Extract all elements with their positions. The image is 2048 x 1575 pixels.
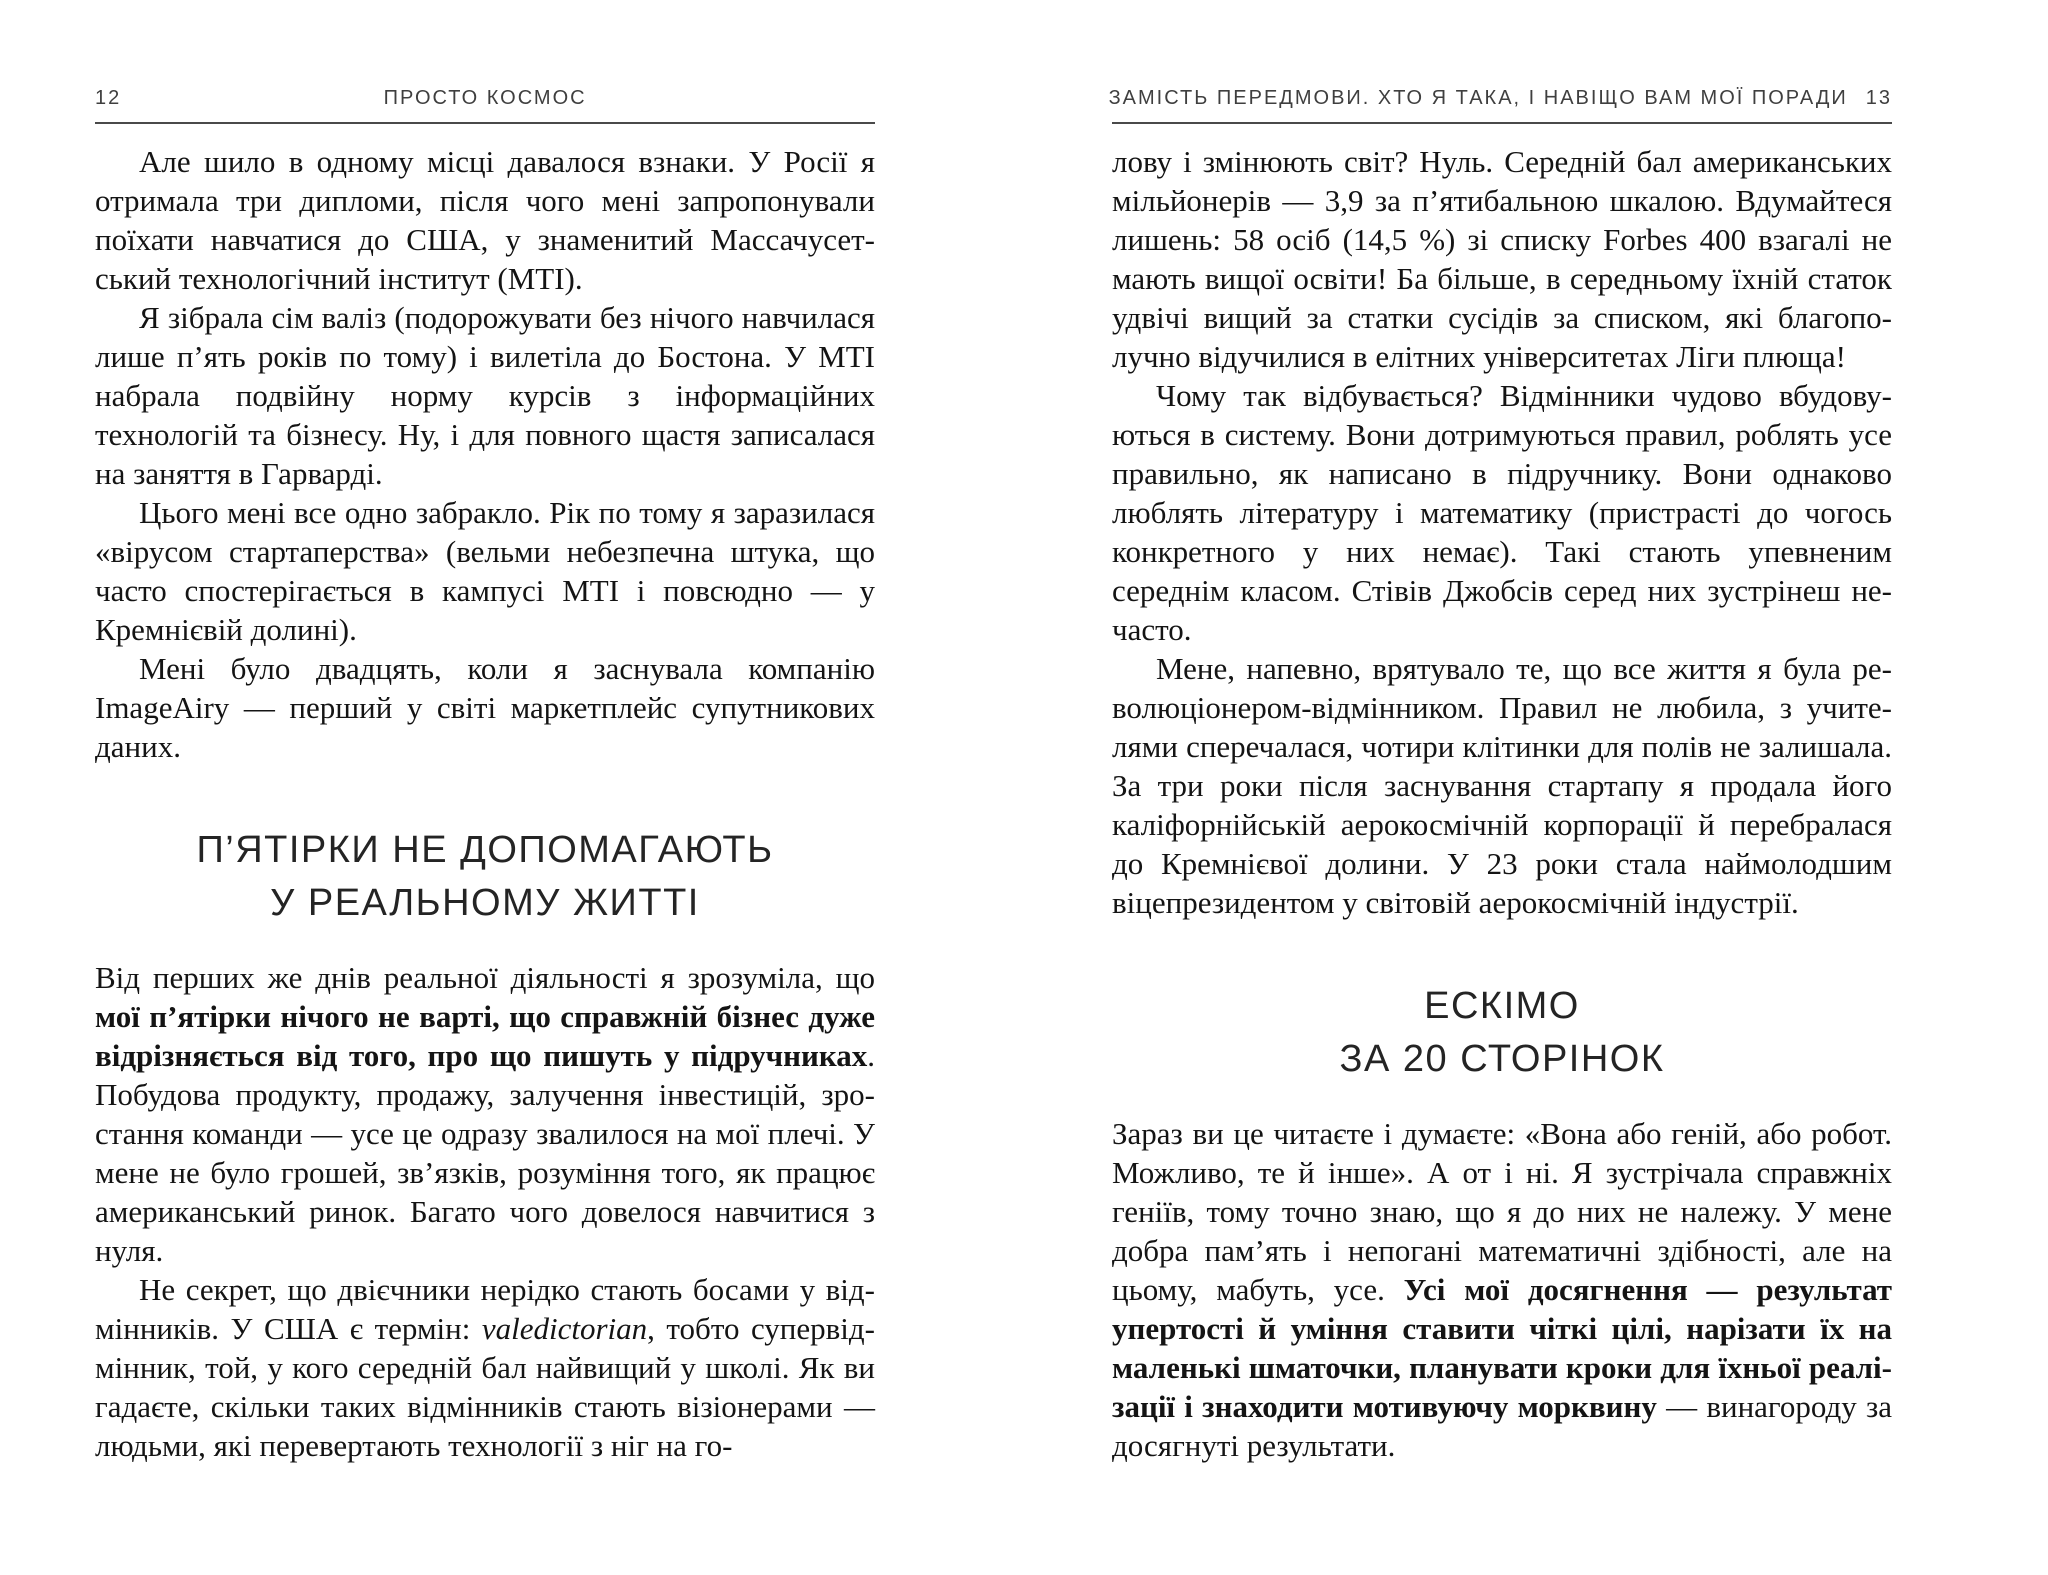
right-page-number: 13 xyxy=(1865,87,1892,109)
left-body-text xyxy=(95,142,875,1465)
left-running-head xyxy=(95,86,875,124)
paragraph: Чому так відбувається? Відмінники чудово вбудовуються в систему. Вони дотримуються правил, роблять усе правильно, як написано в підручнику. Вони однаково люблять літературу і математику (пристрасті до чогось конкретного у них немає). Такі стають упевненим середнім класом. Стівів Джобсів серед них зустрінеш нечасто. xyxy=(1112,378,1892,647)
paragraph: Цього мені все одно забракло. Рік по тому я заразилася «вірусом стартаперства» (вельми небезпечна штука, що часто спостерігається в кампусі МТІ і повсюдно — у Кремнієвій долині). xyxy=(95,495,875,647)
paragraph: Зараз ви це читаєте і думаєте: «Вона або геній, або робот. Можливо, те й інше». А от і ні. Я зустрічала справжніх геніїв, тому точно знаю, що я до них не належу. У мене добра пам’ять і непогані математичні здібності, але на цьому, мабуть, усе. Усі мої досягнення — результат упертості й уміння ставити чіткі цілі, нарізати їх на маленькі шматочки, планувати кроки для їхньої реалізації і знаходити мотивуючу морквину — винагороду за досягнуті результати. xyxy=(1112,1116,1892,1463)
section-heading-fives xyxy=(95,824,875,930)
left-page xyxy=(95,0,875,1575)
paragraph: Я зібрала сім валіз (подорожувати без нічого навчилася лише п’ять років по тому) і вилетіла до Бостона. У МТІ набрала подвійну норму курсів з інформаційних технологій та бізнесу. Ну, і для повного щастя записалася на заняття в Гарварді. xyxy=(95,300,875,491)
left-running-title: ПРОСТО КОСМОС xyxy=(383,87,587,109)
heading-line: ЕСКІМО xyxy=(1424,985,1580,1027)
heading-line: У РЕАЛЬНОМУ ЖИТТІ xyxy=(270,882,700,924)
heading-line: ЗА 20 СТОРІНОК xyxy=(1339,1038,1665,1080)
right-page xyxy=(1108,0,1892,1575)
paragraph: Мене, напевно, врятувало те, що все життя я була революціонером-відмінником. Правил не любила, з учителями сперечалася, чотири клітинки для полів не залишала. За три роки після заснування стартапу я продала його каліфорнійській аерокосмічній корпорації й перебралася до Кремнієвої долини. У 23 роки стала наймолодшим віцепрезидентом у світовій аерокосмічній індустрії. xyxy=(1112,651,1892,920)
heading-line: П’ЯТІРКИ НЕ ДОПОМАГАЮТЬ xyxy=(196,829,774,871)
paragraph: Не секрет, що двієчники нерідко стають босами у відмінників. У США є термін: valedictorian, тобто супервідмінник, той, у кого середній бал найвищий у школі. Як ви гадаєте, скільки таких відмінників стають візіонерами — людьми, які перевертають технології з ніг на го- xyxy=(95,1272,875,1463)
paragraph: Але шило в одному місці давалося взнаки. У Росії я отримала три дипломи, після чого мені запропонували поїхати навчатися до США, у знаменитий Массачусетський технологічний інститут (МТІ). xyxy=(95,144,875,296)
right-running-head xyxy=(1108,86,1892,124)
paragraph: Мені було двадцять, коли я заснувала компанію ImageAiry — перший у світі маркетплейс супутникових даних. xyxy=(95,651,875,764)
right-body-text xyxy=(1112,142,1892,1465)
paragraph: лову і змінюють світ? Нуль. Середній бал американських мільйонерів — 3,9 за п’ятибальною шкалою. Вдумайтеся лишень: 58 осіб (14,5 %) зі списку Forbes 400 взагалі не мають вищої освіти! Ба більше, в середньому їхній статок удвічі вищий за статки сусідів за списком, які благополучно відучилися в елітних університетах Ліги плюща! xyxy=(1112,144,1892,374)
section-heading-eskimo xyxy=(1112,980,1892,1086)
paragraph: Від перших же днів реальної діяльності я зрозуміла, що мої п’ятірки нічого не варті, що справжній бізнес дуже відрізняється від того, про що пишуть у підручниках. Побудова продукту, продажу, залучення інвестицій, зростання команди — усе це одразу звалилося на мої плечі. У мене не було грошей, зв’язків, розуміння того, як працює американський ринок. Багато чого довелося навчитися з нуля. xyxy=(95,960,875,1268)
right-running-title: ЗАМІСТЬ ПЕРЕДМОВИ. ХТО Я ТАКА, І НАВІЩО ВАМ МОЇ ПОРАДИ xyxy=(1108,87,1848,109)
left-page-number: 12 xyxy=(95,87,122,109)
